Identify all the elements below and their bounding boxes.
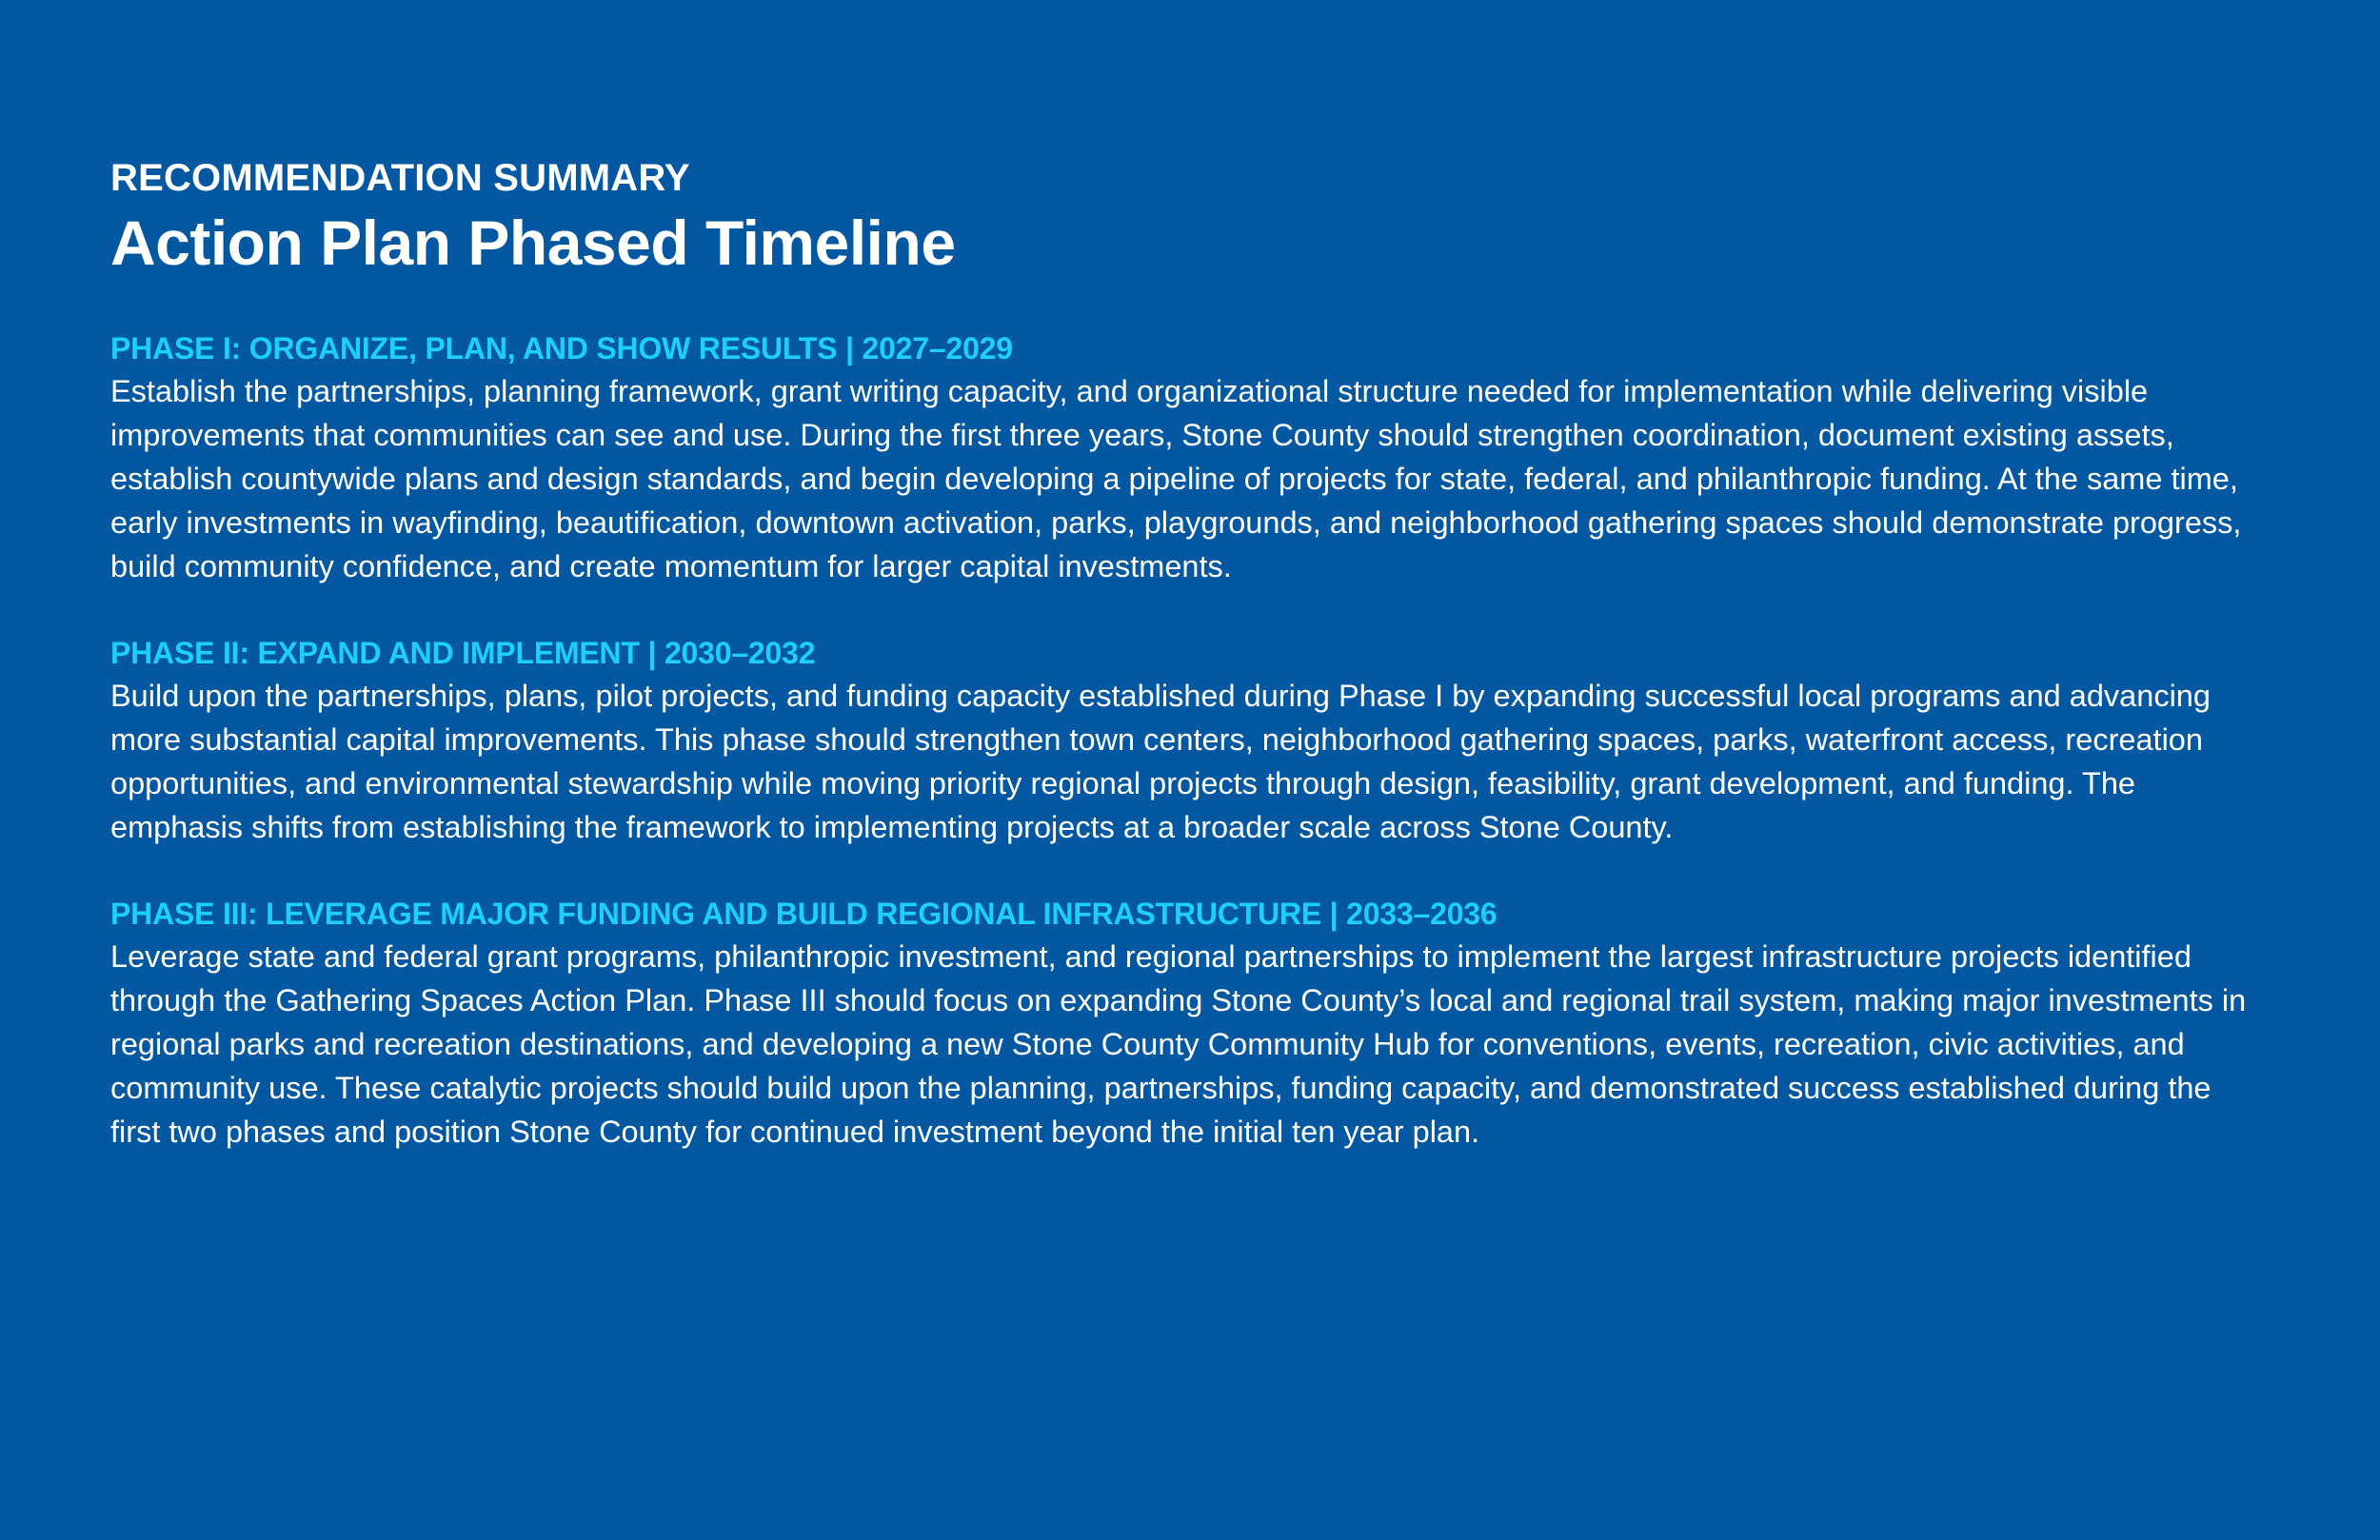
- phase-3-heading: PHASE III: LEVERAGE MAJOR FUNDING AND BUILD REGIONAL INFRASTRUCTURE | 2033–2036: [110, 897, 1497, 931]
- section-eyebrow: RECOMMENDATION SUMMARY: [110, 157, 690, 199]
- phase-2-heading: PHASE II: EXPAND AND IMPLEMENT | 2030–2032: [110, 636, 816, 670]
- phase-2-description: Build upon the partnerships, plans, pilot projects, and funding capacity established during Phase I by expanding successful local programs and advancing more substantial capital improvements. This phase should strengthen town centers, neighborhood gathering spaces, parks, waterfront access, recreation opportunities, and environmental stewardship while moving priority regional projects through design, feasibility, grant development, and funding. The emphasis shifts from establishing the framework to implementing projects at a broader scale across Stone County.: [110, 679, 2211, 844]
- page-title: Action Plan Phased Timeline: [110, 207, 956, 278]
- phase-2: [110, 632, 2281, 849]
- phase-3-description: Leverage state and federal grant programs, philanthropic investment, and regional partnerships to implement the largest infrastructure projects identified through the Gathering Spaces Action Plan. Phase III should focus on expanding Stone County’s local and regional trail system, making major investments in regional parks and recreation destinations, and developing a new Stone County Community Hub for conventions, events, recreation, civic activities, and community use. These catalytic projects should build upon the planning, partnerships, funding capacity, and demonstrated success established during the first two phases and position Stone County for continued investment beyond the initial ten year plan.: [110, 939, 2247, 1149]
- document-page: [110, 152, 2281, 1197]
- phase-list: [110, 327, 2281, 1154]
- phase-3: [110, 893, 2281, 1154]
- phase-1-description: Establish the partnerships, planning framework, grant writing capacity, and organizational structure needed for implementation while delivering visible improvements that communities can see and use. During the first three years, Stone County should strengthen coordination, document existing assets, establish countywide plans and design standards, and begin developing a pipeline of projects for state, federal, and philanthropic funding. At the same time, early investments in wayfinding, beautification, downtown activation, parks, playgrounds, and neighborhood gathering spaces should demonstrate progress, build community confidence, and create momentum for larger capital investments.: [110, 374, 2242, 583]
- phase-1: [110, 327, 2281, 588]
- phase-1-heading: PHASE I: ORGANIZE, PLAN, AND SHOW RESULTS | 2027–2029: [110, 331, 1013, 365]
